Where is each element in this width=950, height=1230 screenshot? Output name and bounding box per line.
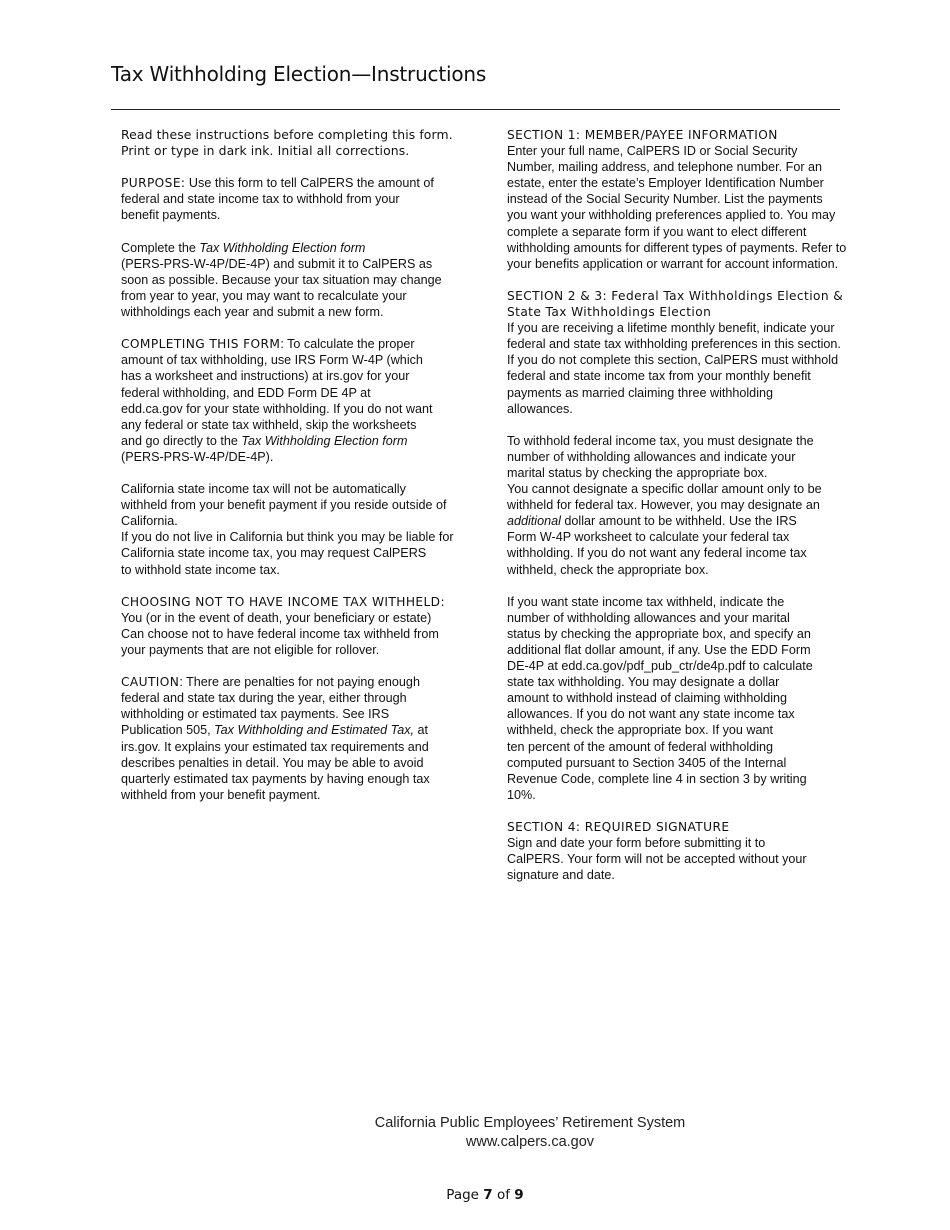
complete-post: (PERS-PRS-W-4P/DE-4P) and submit it to CalPERS as soon as possible. Because your tax situation may change from year to year, you may want to recalculate your withholdings each year and submit a new form. xyxy=(121,256,442,320)
caution-post: at irs.gov. It explains your estimated tax requirements and describes penalties in detail. You may be able to avoid quarterly estimated tax payments by having enough tax withheld from your benefit payment. xyxy=(121,723,430,802)
form-name-italic: Tax Withholding Election form xyxy=(199,240,366,255)
completing-paragraph xyxy=(121,336,496,465)
footer-website: www.calpers.ca.gov xyxy=(465,1134,595,1150)
purpose-text: Use this form to tell CalPERS the amount of federal and state income tax to withhold from your benefit payments. xyxy=(121,176,434,223)
caution-heading: CAUTION xyxy=(121,675,180,690)
choosing-paragraph xyxy=(121,594,496,658)
page-separator: of xyxy=(492,1187,515,1203)
complete-paragraph xyxy=(121,240,496,320)
additional-italic: additional xyxy=(507,514,561,529)
purpose-paragraph xyxy=(121,175,496,223)
completing-heading: COMPLETING THIS FORM xyxy=(121,337,281,352)
federal-2-pre: You cannot designate a specific dollar amount only to be withheld for federal tax. However, you may designate an xyxy=(507,482,822,513)
section-1-text: Enter your full name, CalPERS ID or Social Security Number, mailing address, and telephone number. For an estate, enter the estate’s Employer Identification Number instead of the Social Security Number. List the payments you want your withholding preferences applied to. You may complete a separate form if you want to elect different withholding amounts for different types of payments. Refer to your benefits application or warrant for account information. xyxy=(507,144,847,271)
section-4-paragraph xyxy=(507,819,892,883)
form-name-italic: Tax Withholding Election form xyxy=(241,433,408,448)
page-title: Tax Withholding Election—Instructions xyxy=(111,62,487,86)
left-column xyxy=(121,127,496,819)
choosing-text: You (or in the event of death, your beneficiary or estate) Can choose not to have federal income tax withheld from your payments that are not eligible for rollover. xyxy=(121,610,439,657)
section-1-heading: SECTION 1: MEMBER/PAYEE INFORMATION xyxy=(507,128,778,142)
completing-post: (PERS-PRS-W-4P/DE-4P). xyxy=(121,449,274,464)
section-2-3-heading: SECTION 2 & 3: Federal Tax Withholdings Election & State Tax Withholdings Election xyxy=(507,288,844,320)
page-total: 9 xyxy=(514,1187,524,1203)
footer-organization: California Public Employees’ Retirement System xyxy=(374,1115,686,1131)
state-paragraph: If you want state income tax withheld, indicate the number of withholding allowances and your marital status by checking the appropriate box, and specify an additional flat dollar amount, if any. Use the EDD Form DE-4P at edd.ca.gov/pdf_pub_ctr/de4p.pdf to calculate state tax withholding. You may designate a dollar amount to withhold instead of claiming withholding allowances. If you do not want any state income tax withheld, check the appropriate box. If you want ten percent of the amount of federal withholding computed pursuant to Section 3405 of the Internal Revenue Code, complete line 4 in section 3 by writing 10%. xyxy=(507,594,813,802)
completing-text: : To calculate the proper amount of tax withholding, use IRS Form W-4P (which has a worksheet and instructions) at irs.gov for your federal withholding, and EDD Form DE 4P at edd.ca.gov for your state withholding. If you do not want any federal or state tax withheld, skip the worksheets and go directly to the xyxy=(121,337,433,448)
publication-name-italic: Tax Withholding and Estimated Tax, xyxy=(214,723,414,738)
page-number xyxy=(430,1187,540,1203)
federal-2-post: dollar amount to be withheld. Use the IRS Form W-4P worksheet to calculate your federal tax withholding. If you do not want any federal income tax withheld, check the appropriate box. xyxy=(507,514,807,577)
page-prefix: Page xyxy=(446,1187,484,1203)
federal-paragraph-1: To withhold federal income tax, you must designate the number of withholding allowances and indicate your marital status by checking the appropriate box. xyxy=(507,433,814,480)
section-2-3-paragraph xyxy=(507,288,892,417)
federal-paragraph-2 xyxy=(507,481,892,578)
section-1-paragraph xyxy=(507,127,892,272)
section-4-heading: SECTION 4: REQUIRED SIGNATURE xyxy=(507,820,730,835)
page-current: 7 xyxy=(483,1187,493,1203)
purpose-heading: PURPOSE: xyxy=(121,176,186,191)
section-4-text: Sign and date your form before submitting it to CalPERS. Your form will not be accepted without your signature and date. xyxy=(507,836,807,883)
caution-paragraph xyxy=(121,674,496,803)
choosing-heading: CHOOSING NOT TO HAVE INCOME TAX WITHHELD: xyxy=(121,594,445,609)
california-paragraph-2: If you do not live in California but think you may be liable for California state income tax, you may request CalPERS to withhold state income tax. xyxy=(121,530,454,577)
header-divider xyxy=(111,109,840,110)
caution-text: : There are penalties for not paying enough federal and state tax during the year, either through withholding or estimated tax payments. See IRS Publication 505, xyxy=(121,675,420,738)
right-column xyxy=(507,127,892,900)
california-paragraph-1: California state income tax will not be automatically withheld from your benefit payment if you reside outside of California. xyxy=(121,482,447,529)
intro-text: Read these instructions before completing this form. Print or type in dark ink. Initial all corrections. xyxy=(121,127,453,159)
complete-pre: Complete the xyxy=(121,240,200,255)
section-2-3-text: If you are receiving a lifetime monthly benefit, indicate your federal and state tax withholding preferences in this section. If you do not complete this section, CalPERS must withhold federal and state income tax from your monthly benefit payments as married claiming three withholding allowances. xyxy=(507,321,841,416)
